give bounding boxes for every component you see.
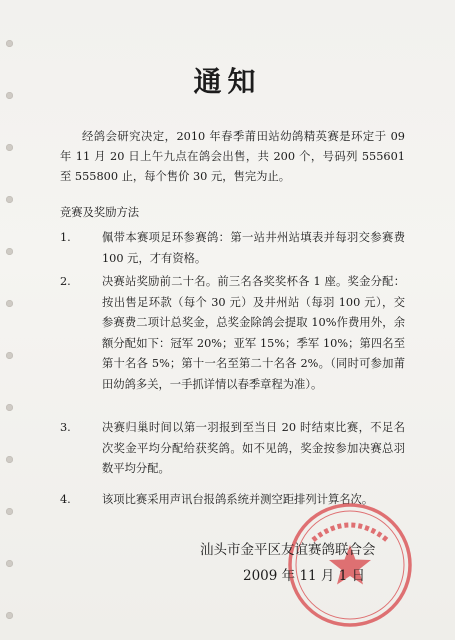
punch-hole — [6, 248, 13, 255]
signature-date: 2009 年 11 月 1 日 — [243, 568, 366, 584]
punch-hole — [6, 352, 13, 359]
page-title: 通知 — [193, 65, 262, 98]
punch-hole — [6, 40, 13, 47]
section-heading: 竞赛及奖励方法 — [60, 206, 140, 219]
list-item — [60, 228, 405, 269]
list-item-number: 2. — [60, 275, 71, 288]
list-item-text: 该项比赛采用声讯台报鸽系统并测空距排列计算名次。 — [102, 493, 374, 506]
intro-paragraph: 经鸽会研究决定，2010 年春季莆田站幼鸽精英赛是环定于 09 年 11 月 20 日上午九点在鸽会出售，共 200 个，号码列 555601 至 555800 止，每个售价 30 元，售完为止。 — [60, 130, 405, 183]
punch-hole — [6, 196, 13, 203]
signature-organization: 汕头市金平区友谊赛鸽联合会 — [200, 542, 376, 558]
list-item-number: 1. — [60, 231, 71, 244]
list-item-number: 3. — [60, 421, 71, 434]
punch-hole — [6, 456, 13, 463]
list-item — [60, 418, 405, 480]
list-item-text: 佩带本赛项足环参赛鸽：第一站井州站填表并每羽交参赛费 100 元，才有资格。 — [102, 231, 405, 265]
list-item-number: 4. — [60, 493, 71, 506]
punch-hole — [6, 508, 13, 515]
punch-hole — [6, 144, 13, 151]
punch-hole — [6, 612, 13, 619]
punch-hole — [6, 404, 13, 411]
list-item — [60, 272, 405, 395]
list-item-text: 决赛站奖励前二十名。前三名各奖奖杯各 1 座。奖金分配：按出售足环款（每个 30 元）及井州站（每羽 100 元），交参赛费二项计总奖金，总奖金除鸽会提取 10%作费用外，余额分配如下：冠军 20%；亚军 15%；季军 10%；第四名至第十名各 5%；第十一名至第二十名各 2%。（同时可参加莆田幼鸽多关，一手抓详情以春季章程为准）。 — [102, 275, 405, 391]
punch-hole — [6, 560, 13, 567]
punch-hole — [6, 300, 13, 307]
list-item-text: 决赛归巢时间以第一羽报到至当日 20 时结束比赛，不足名次奖金平均分配给获奖鸽。如不见鸽，奖金按参加决赛总羽数平均分配。 — [102, 421, 405, 475]
